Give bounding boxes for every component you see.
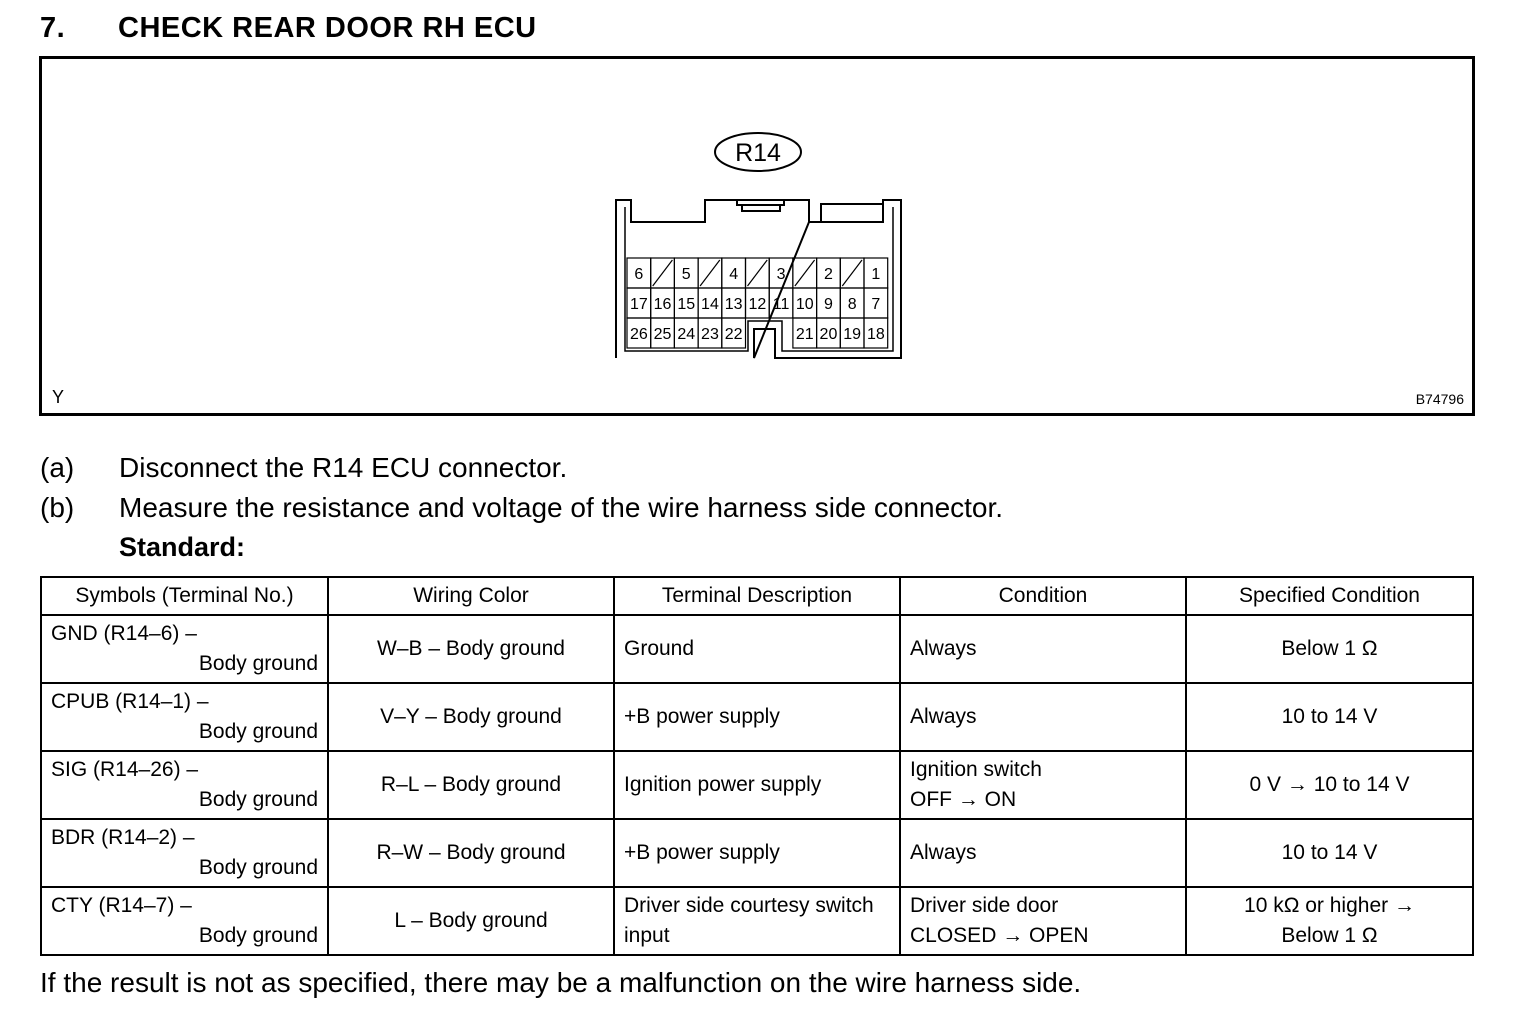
terminal-number: 22 xyxy=(724,326,743,343)
spec-cell: 10 to 14 V xyxy=(1186,683,1473,751)
footer-note: If the result is not as specified, there may be a malfunction on the wire harness side. xyxy=(40,967,1082,998)
terminal-number: 6 xyxy=(634,266,644,283)
terminal-number: 9 xyxy=(823,296,833,313)
condition-text: Always xyxy=(910,705,977,728)
condition-cell xyxy=(900,819,1186,887)
terminal-number: 7 xyxy=(871,296,881,313)
condition-text: Driver side door xyxy=(910,894,1059,917)
table-header-row xyxy=(41,577,1473,615)
terminal-number: 20 xyxy=(819,326,838,343)
condition-text: Ignition switch xyxy=(910,758,1042,781)
condition-text: Always xyxy=(910,841,977,864)
section-title: CHECK REAR DOOR RH ECU xyxy=(118,12,537,44)
wiring-cell: R–L – Body ground xyxy=(328,751,614,819)
header-wiring-color: Wiring Color xyxy=(328,577,614,615)
terminal-number: 2 xyxy=(823,266,833,283)
empty-terminal-slash xyxy=(700,260,720,286)
table-row xyxy=(41,615,1473,683)
description-cell: +B power supply xyxy=(614,819,900,887)
terminal-number: 24 xyxy=(677,326,696,343)
terminal-number: 4 xyxy=(729,266,739,283)
terminal-number: 1 xyxy=(871,266,881,283)
terminal-grid xyxy=(627,258,888,348)
terminal-number: 14 xyxy=(701,296,719,313)
terminal-number: 11 xyxy=(772,296,790,313)
symbol-cell xyxy=(41,887,328,955)
terminal-number: 19 xyxy=(843,326,862,343)
symbol-cell xyxy=(41,819,328,887)
step-b-label: (b) xyxy=(40,492,75,523)
terminal-number: 10 xyxy=(795,296,814,313)
wiring-cell: L – Body ground xyxy=(328,887,614,955)
empty-terminal-slash xyxy=(748,260,768,286)
spec-text: 10 kΩ or higher → xyxy=(1244,894,1415,917)
table-row xyxy=(41,819,1473,887)
terminal-number: 5 xyxy=(681,266,691,283)
header-specified-condition: Specified Condition xyxy=(1186,577,1473,615)
symbol-text: CTY (R14–7) – xyxy=(51,894,192,917)
terminal-number: 21 xyxy=(795,326,814,343)
table-row xyxy=(41,683,1473,751)
table-row xyxy=(41,887,1473,955)
terminal-number: 17 xyxy=(629,296,648,313)
terminal-number: 18 xyxy=(866,326,885,343)
condition-cell xyxy=(900,751,1186,819)
spec-detail-text: Below 1 Ω xyxy=(1281,924,1378,947)
empty-terminal-slash xyxy=(842,260,862,286)
terminal-number: 26 xyxy=(629,326,648,343)
symbol-text: SIG (R14–26) – xyxy=(51,758,199,781)
terminal-number: 13 xyxy=(724,296,743,313)
symbol-ground-text: Body ground xyxy=(198,856,318,879)
terminal-number: 3 xyxy=(776,266,786,283)
terminal-number: 16 xyxy=(653,296,672,313)
symbol-text: CPUB (R14–1) – xyxy=(51,690,209,713)
empty-terminal-slash xyxy=(653,260,673,286)
wiring-cell: R–W – Body ground xyxy=(328,819,614,887)
spec-table xyxy=(40,576,1474,956)
condition-detail-text: OFF → ON xyxy=(910,788,1017,811)
condition-cell xyxy=(900,615,1186,683)
table-row xyxy=(41,751,1473,819)
terminal-number: 8 xyxy=(847,296,857,313)
figure-corner-label: Y xyxy=(52,387,65,407)
standard-label: Standard: xyxy=(119,532,246,562)
description-cell: +B power supply xyxy=(614,683,900,751)
header-symbols: Symbols (Terminal No.) xyxy=(41,577,328,615)
terminal-number: 12 xyxy=(748,296,767,313)
terminal-number: 23 xyxy=(701,326,719,343)
condition-cell xyxy=(900,887,1186,955)
step-a-text: Disconnect the R14 ECU connector. xyxy=(119,452,568,483)
description-cell: Driver side courtesy switch input xyxy=(614,887,900,955)
spec-cell xyxy=(1186,887,1473,955)
wiring-cell: V–Y – Body ground xyxy=(328,683,614,751)
description-cell: Ignition power supply xyxy=(614,751,900,819)
symbol-ground-text: Body ground xyxy=(198,652,318,675)
step-b-text: Measure the resistance and voltage of the wire harness side connector. xyxy=(119,492,1004,523)
wiring-cell: W–B – Body ground xyxy=(328,615,614,683)
symbol-ground-text: Body ground xyxy=(198,924,318,947)
symbol-text: GND (R14–6) – xyxy=(51,622,197,645)
symbol-cell xyxy=(41,751,328,819)
terminal-number: 15 xyxy=(677,296,696,313)
header-condition: Condition xyxy=(900,577,1186,615)
connector-diagram xyxy=(42,59,1472,413)
condition-text: Always xyxy=(910,637,977,660)
symbol-ground-text: Body ground xyxy=(198,720,318,743)
spec-cell: 0 V → 10 to 14 V xyxy=(1186,751,1473,819)
description-cell: Ground xyxy=(614,615,900,683)
symbol-cell xyxy=(41,615,328,683)
terminal-number: 25 xyxy=(653,326,672,343)
connector-label: R14 xyxy=(735,139,781,167)
symbol-text: BDR (R14–2) – xyxy=(51,826,195,849)
header-terminal-description: Terminal Description xyxy=(614,577,900,615)
connector-figure xyxy=(39,56,1475,416)
spec-cell: 10 to 14 V xyxy=(1186,819,1473,887)
symbol-ground-text: Body ground xyxy=(198,788,318,811)
section-number: 7. xyxy=(40,12,66,44)
condition-cell xyxy=(900,683,1186,751)
empty-terminal-slash xyxy=(795,260,815,286)
step-a-label: (a) xyxy=(40,452,75,483)
condition-detail-text: CLOSED → OPEN xyxy=(910,924,1089,947)
spec-cell: Below 1 Ω xyxy=(1186,615,1473,683)
figure-code: B74796 xyxy=(1415,391,1464,407)
symbol-cell xyxy=(41,683,328,751)
